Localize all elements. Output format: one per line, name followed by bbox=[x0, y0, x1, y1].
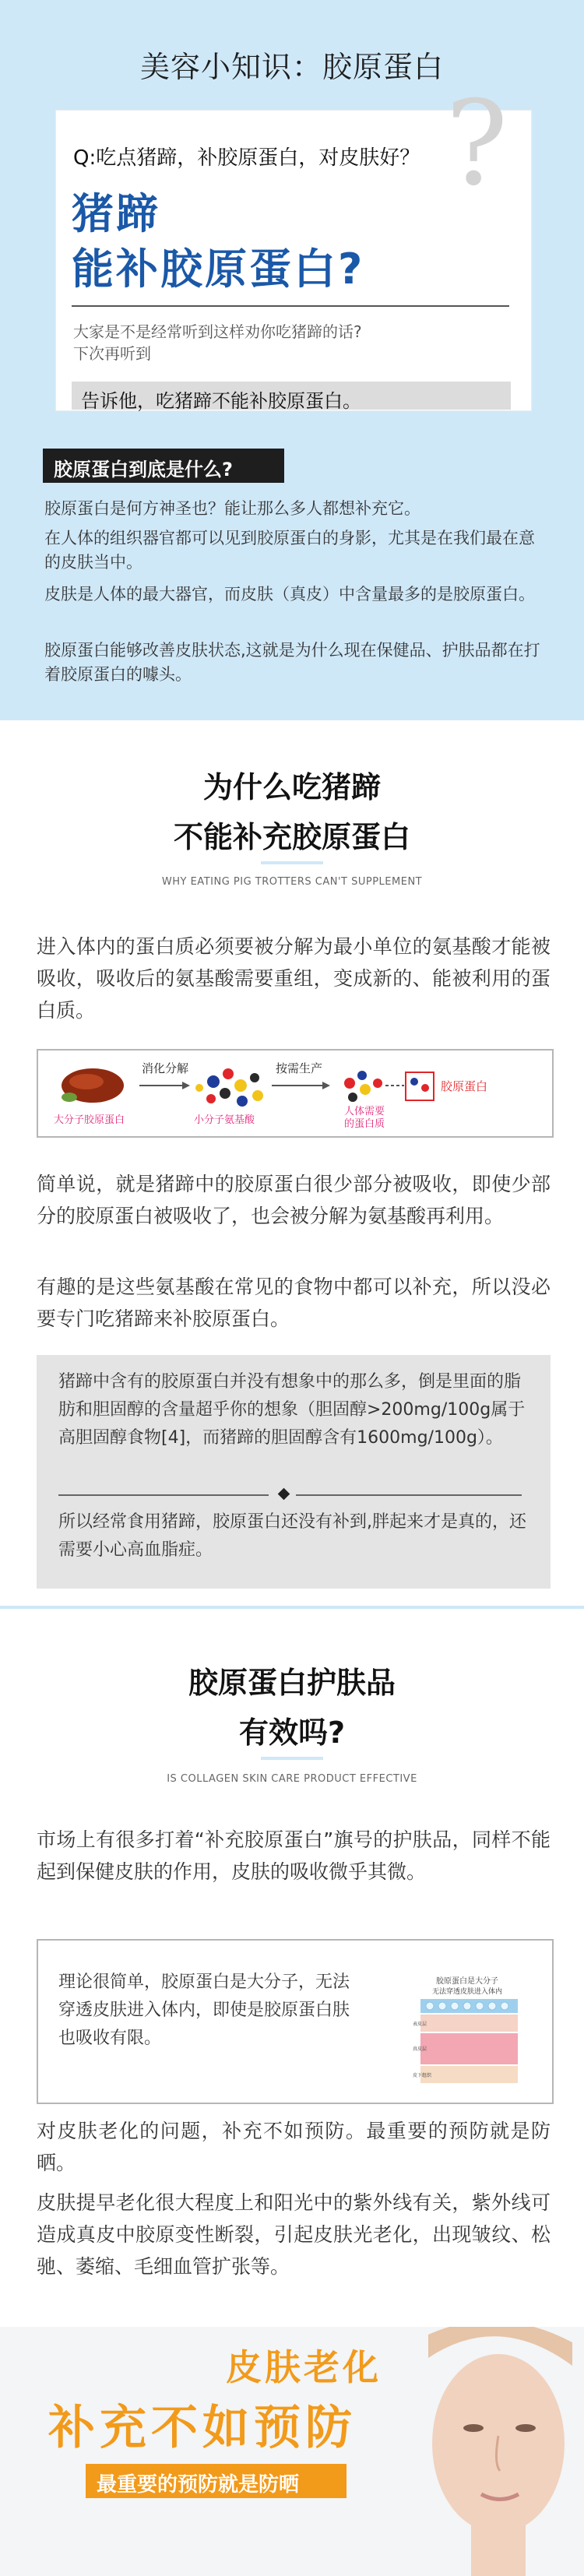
effective-paragraph-2: 对皮肤老化的问题，补充不如预防。最重要的预防就是防晒。 bbox=[37, 2120, 551, 2174]
question-mark-icon: ? bbox=[445, 76, 508, 212]
headline-line2: 能补胶原蛋白? bbox=[72, 245, 365, 294]
svg-text:皮下组织: 皮下组织 bbox=[413, 2073, 432, 2078]
footer-line2: 补充不如预防 bbox=[48, 2401, 357, 2455]
footer-highlight bbox=[86, 2464, 347, 2498]
large-collagen-caption: 大分子胶原蛋白 bbox=[54, 1114, 125, 1126]
footer-line3: 最重要的预防就是防晒 bbox=[97, 2473, 300, 2497]
divider bbox=[72, 305, 509, 307]
effective-heading-line2: 有效吗? bbox=[238, 1716, 346, 1750]
woman-portrait-image bbox=[405, 2327, 584, 2576]
section-divider bbox=[0, 1606, 584, 1609]
what-is-tag-label: 胶原蛋白到底是什么? bbox=[54, 459, 233, 480]
note-1: 猪蹄中含有的胶原蛋白并没有想象中的那么多，倒是里面的脂肪和胆固醇的含量超乎你的想象（胆固醇>200mg/100g属于高胆固醇食物[4]，而猪蹄的胆固醇含有1600mg/100g）。 bbox=[58, 1372, 526, 1448]
body-protein-caption-1: 人体需要 bbox=[344, 1106, 385, 1117]
effective-heading-line1: 胶原蛋白护肤品 bbox=[188, 1666, 396, 1700]
body-protein-caption-2: 的蛋白质 bbox=[344, 1118, 385, 1130]
effective-subheading-en: IS COLLAGEN SKIN CARE PRODUCT EFFECTIVE bbox=[167, 1773, 417, 1785]
note-separator-left bbox=[58, 1494, 269, 1496]
lead-line2: 下次再听到 bbox=[73, 344, 151, 363]
headline-line1: 猪蹄 bbox=[72, 189, 160, 238]
page-title: 美容小知识：胶原蛋白 bbox=[139, 50, 444, 84]
footer-line1: 皮肤老化 bbox=[226, 2346, 382, 2388]
what-is-paragraph-4: 胶原蛋白能够改善皮肤状态,这就是为什么现在保健品、护肤品都在打着胶原蛋白的噱头。 bbox=[44, 641, 540, 684]
step1-label: 消化分解 bbox=[142, 1061, 189, 1075]
why-paragraph-1: 进入体内的蛋白质必须要被分解为最小单位的氨基酸才能被吸收，吸收后的氨基酸需要重组，变成新的、能被利用的蛋白质。 bbox=[37, 935, 551, 1022]
heading-underline bbox=[261, 861, 323, 864]
note-separator-right bbox=[296, 1494, 522, 1496]
what-is-tag bbox=[43, 449, 284, 483]
svg-text:真皮层: 真皮层 bbox=[413, 2046, 427, 2052]
skin-box-text: 理论很简单，胶原蛋白是大分子，无法穿透皮肤进入体内，即使是胶原蛋白肤也吸收有限。 bbox=[58, 1972, 350, 2048]
answer-highlight bbox=[72, 382, 511, 410]
digestion-diagram bbox=[37, 1049, 554, 1138]
svg-text:表皮层: 表皮层 bbox=[413, 2022, 427, 2027]
why-heading-line2: 不能补充胶原蛋白 bbox=[173, 820, 410, 854]
why-paragraph-2: 简单说，就是猪蹄中的胶原蛋白很少部分被吸收，即使少部分的胶原蛋白被吸收了，也会被分解为氨基酸再利用。 bbox=[37, 1173, 551, 1227]
why-subheading-en: WHY EATING PIG TROTTERS CAN'T SUPPLEMENT bbox=[161, 876, 423, 888]
what-is-paragraph-1: 胶原蛋白是何方神圣也？能让那么多人都想补充它。 bbox=[44, 499, 420, 518]
answer-text: 告诉他，吃猪蹄不能补胶原蛋白。 bbox=[81, 390, 361, 412]
lead-line1: 大家是不是经常听到这样劝你吃猪蹄的话? bbox=[73, 322, 362, 341]
why-heading-line1: 为什么吃猪蹄 bbox=[202, 770, 381, 804]
amino-acid-caption: 小分子氨基酸 bbox=[194, 1114, 255, 1126]
what-is-paragraph-3: 皮肤是人体的最大器官，而皮肤（真皮）中含量最多的是胶原蛋白。 bbox=[44, 585, 535, 604]
skin-layer-illustration bbox=[413, 1974, 522, 2091]
collagen-label: 胶原蛋白 bbox=[441, 1079, 488, 1093]
skin-caption-2: 无法穿透皮肤进入体内 bbox=[431, 1988, 503, 1996]
why-paragraph-3: 有趣的是这些氨基酸在常见的食物中都可以补充，所以没必要专门吃猪蹄来补胶原蛋白。 bbox=[37, 1276, 551, 1330]
digestion-diagram-graphic bbox=[38, 1050, 552, 1136]
effective-paragraph-1: 市场上有很多打着“补充胶原蛋白”旗号的护肤品，同样不能起到保健皮肤的作用，皮肤的吸收微乎其微。 bbox=[37, 1828, 551, 1883]
step2-label: 按需生产 bbox=[276, 1061, 323, 1075]
what-is-paragraph-2: 在人体的组织器官都可以见到胶原蛋白的身影，尤其是在我们最在意的皮肤当中。 bbox=[44, 529, 535, 572]
question-text: Q:吃点猪蹄，补胶原蛋白，对皮肤好？ bbox=[73, 146, 420, 170]
note-2: 所以经常食用猪蹄，胶原蛋白还没有补到,胖起来才是真的，还需要小心高血脂症。 bbox=[58, 1512, 526, 1560]
effective-paragraph-3: 皮肤提早老化很大程度上和阳光中的紫外线有关，紫外线可造成真皮中胶原变性断裂，引起皮肤光老化，出现皱纹、松驰、萎缩、毛细血管扩张等。 bbox=[37, 2191, 551, 2278]
collagen-box bbox=[406, 1072, 434, 1100]
body-protein-dots bbox=[344, 1071, 382, 1102]
heading-underline-2 bbox=[261, 1757, 323, 1760]
amino-acid-dots bbox=[195, 1068, 263, 1107]
skin-caption-1: 胶原蛋白是大分子 bbox=[436, 1977, 498, 1986]
